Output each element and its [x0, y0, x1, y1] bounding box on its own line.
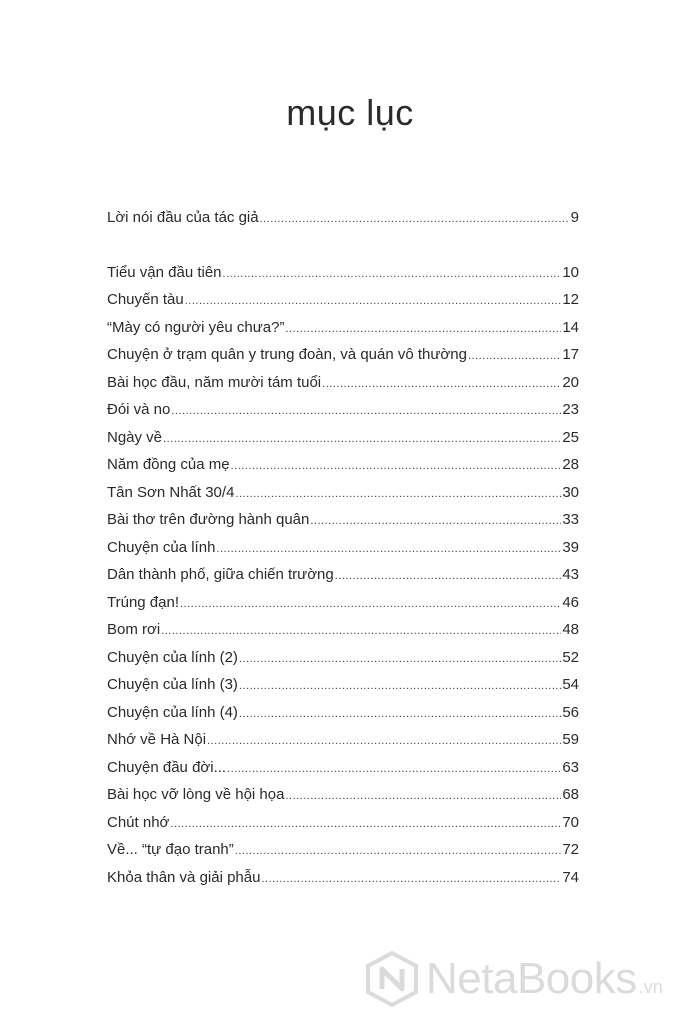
toc-dot-leader — [239, 676, 561, 696]
toc-entry-page: 54 — [562, 676, 579, 693]
toc-entry-title: Chuyện của lính (2) — [107, 648, 238, 666]
toc-entry-page: 59 — [562, 731, 579, 748]
toc-dot-leader — [161, 621, 561, 641]
toc-entry-page: 52 — [562, 648, 579, 666]
toc-entry-page: 43 — [562, 566, 579, 583]
toc-entry-title: Về... “tự đạo tranh” — [107, 841, 234, 858]
toc-entry-title: Trúng đạn! — [107, 593, 179, 611]
toc-entry — [107, 840, 579, 868]
toc-entry-title: Đói và no — [107, 401, 171, 418]
toc-entry — [107, 318, 579, 346]
toc-entry — [107, 345, 579, 373]
toc-entry-page: 72 — [562, 841, 579, 858]
toc-entry-title: Bài học vỡ lòng về hội họa — [107, 786, 285, 803]
table-of-contents — [107, 208, 579, 895]
toc-dot-leader — [185, 291, 562, 311]
watermark — [364, 950, 663, 1008]
toc-entry-page: 12 — [562, 291, 579, 308]
toc-entry — [107, 400, 579, 428]
toc-entry-page: 30 — [562, 483, 579, 501]
toc-dot-leader — [207, 731, 561, 751]
toc-entry-title: Chuyến tàu — [107, 291, 184, 308]
toc-entry-title: Tiểu vận đầu tiên — [107, 263, 222, 281]
toc-entry-page: 28 — [562, 456, 579, 473]
toc-entry-title: Chuyện của lính (3) — [107, 676, 238, 693]
toc-entry — [107, 428, 579, 456]
watermark-brand: NetaBooks — [426, 954, 637, 1003]
toc-entry-page: 39 — [562, 538, 579, 556]
toc-dot-leader — [310, 511, 561, 531]
toc-dot-leader — [235, 484, 561, 504]
toc-entry-page: 56 — [562, 703, 579, 721]
toc-entry-title: Chuyện của lính — [107, 538, 216, 556]
toc-entry-page: 23 — [562, 401, 579, 418]
toc-dot-leader — [235, 841, 562, 861]
toc-entry-title: Bom rơi — [107, 621, 161, 638]
toc-entry-title: “Mày có người yêu chưa?” — [107, 318, 285, 336]
toc-entry-title: Chút nhớ — [107, 813, 170, 831]
toc-entry — [107, 538, 579, 566]
toc-entry-title: Nhớ về Hà Nội — [107, 731, 207, 748]
toc-dot-leader — [286, 319, 562, 339]
toc-entry — [107, 675, 579, 703]
toc-dot-leader — [227, 759, 561, 779]
toc-entry-page: 74 — [562, 868, 579, 886]
toc-dot-leader — [261, 869, 561, 889]
toc-entry-title: Ngày về — [107, 428, 163, 446]
toc-entry-page: 25 — [562, 428, 579, 446]
toc-entry-page: 70 — [562, 813, 579, 831]
toc-entry — [107, 290, 579, 318]
toc-dot-leader — [322, 374, 561, 394]
toc-dot-leader — [170, 814, 561, 834]
toc-entry-title: Dân thành phố, giữa chiến trường — [107, 566, 334, 583]
toc-dot-leader — [163, 429, 561, 449]
toc-entry — [107, 648, 579, 676]
toc-entry — [107, 263, 579, 291]
toc-dot-leader — [171, 401, 561, 421]
page-title: mục lục — [286, 92, 414, 133]
toc-entry-title: Bài thơ trên đường hành quân — [107, 511, 310, 528]
toc-entry-page: 68 — [562, 786, 579, 803]
toc-dot-leader — [223, 264, 562, 284]
toc-dot-leader — [468, 346, 561, 366]
toc-entry — [107, 703, 579, 731]
toc-dot-leader — [180, 594, 561, 614]
toc-dot-leader — [335, 566, 562, 586]
toc-entry — [107, 510, 579, 538]
toc-entry-page: 33 — [562, 511, 579, 528]
toc-entry-page: 46 — [562, 593, 579, 611]
toc-dot-leader — [239, 704, 561, 724]
toc-entry-title: Khỏa thân và giải phẫu — [107, 868, 261, 886]
toc-entry-page: 9 — [570, 209, 579, 226]
toc-dot-leader — [239, 649, 561, 669]
netabooks-logo-icon — [364, 951, 420, 1007]
toc-entry — [107, 455, 579, 483]
toc-dot-leader — [216, 539, 561, 559]
watermark-suffix: .vn — [638, 976, 663, 997]
toc-entry-title: Chuyện đầu đời... — [107, 758, 227, 776]
toc-entry-title: Lời nói đầu của tác giả — [107, 209, 259, 226]
toc-entry — [107, 730, 579, 758]
toc-entry — [107, 868, 579, 896]
toc-entry-title: Tân Sơn Nhất 30/4 — [107, 483, 235, 501]
toc-entry-title: Bài học đầu, năm mười tám tuổi — [107, 373, 322, 391]
toc-entry-title: Chuyện của lính (4) — [107, 703, 238, 721]
toc-entry-page: 20 — [562, 373, 579, 391]
toc-entry-page: 48 — [562, 621, 579, 638]
toc-entry — [107, 785, 579, 813]
toc-entry-page: 10 — [562, 263, 579, 281]
toc-dot-leader — [285, 786, 561, 806]
toc-entry-title: Năm đồng của mẹ — [107, 456, 230, 473]
toc-entry — [107, 620, 579, 648]
toc-entry — [107, 373, 579, 401]
toc-entry — [107, 483, 579, 511]
toc-entry — [107, 813, 579, 841]
toc-entry-page: 63 — [562, 758, 579, 776]
toc-entry — [107, 208, 579, 236]
toc-entry — [107, 565, 579, 593]
toc-entry-page: 17 — [562, 346, 579, 363]
toc-dot-leader — [260, 209, 570, 229]
toc-entry — [107, 758, 579, 786]
toc-entry-title: Chuyện ở trạm quân y trung đoàn, và quán vô thường — [107, 346, 467, 363]
toc-entry — [107, 593, 579, 621]
toc-entry-page: 14 — [562, 318, 579, 336]
toc-dot-leader — [231, 456, 562, 476]
